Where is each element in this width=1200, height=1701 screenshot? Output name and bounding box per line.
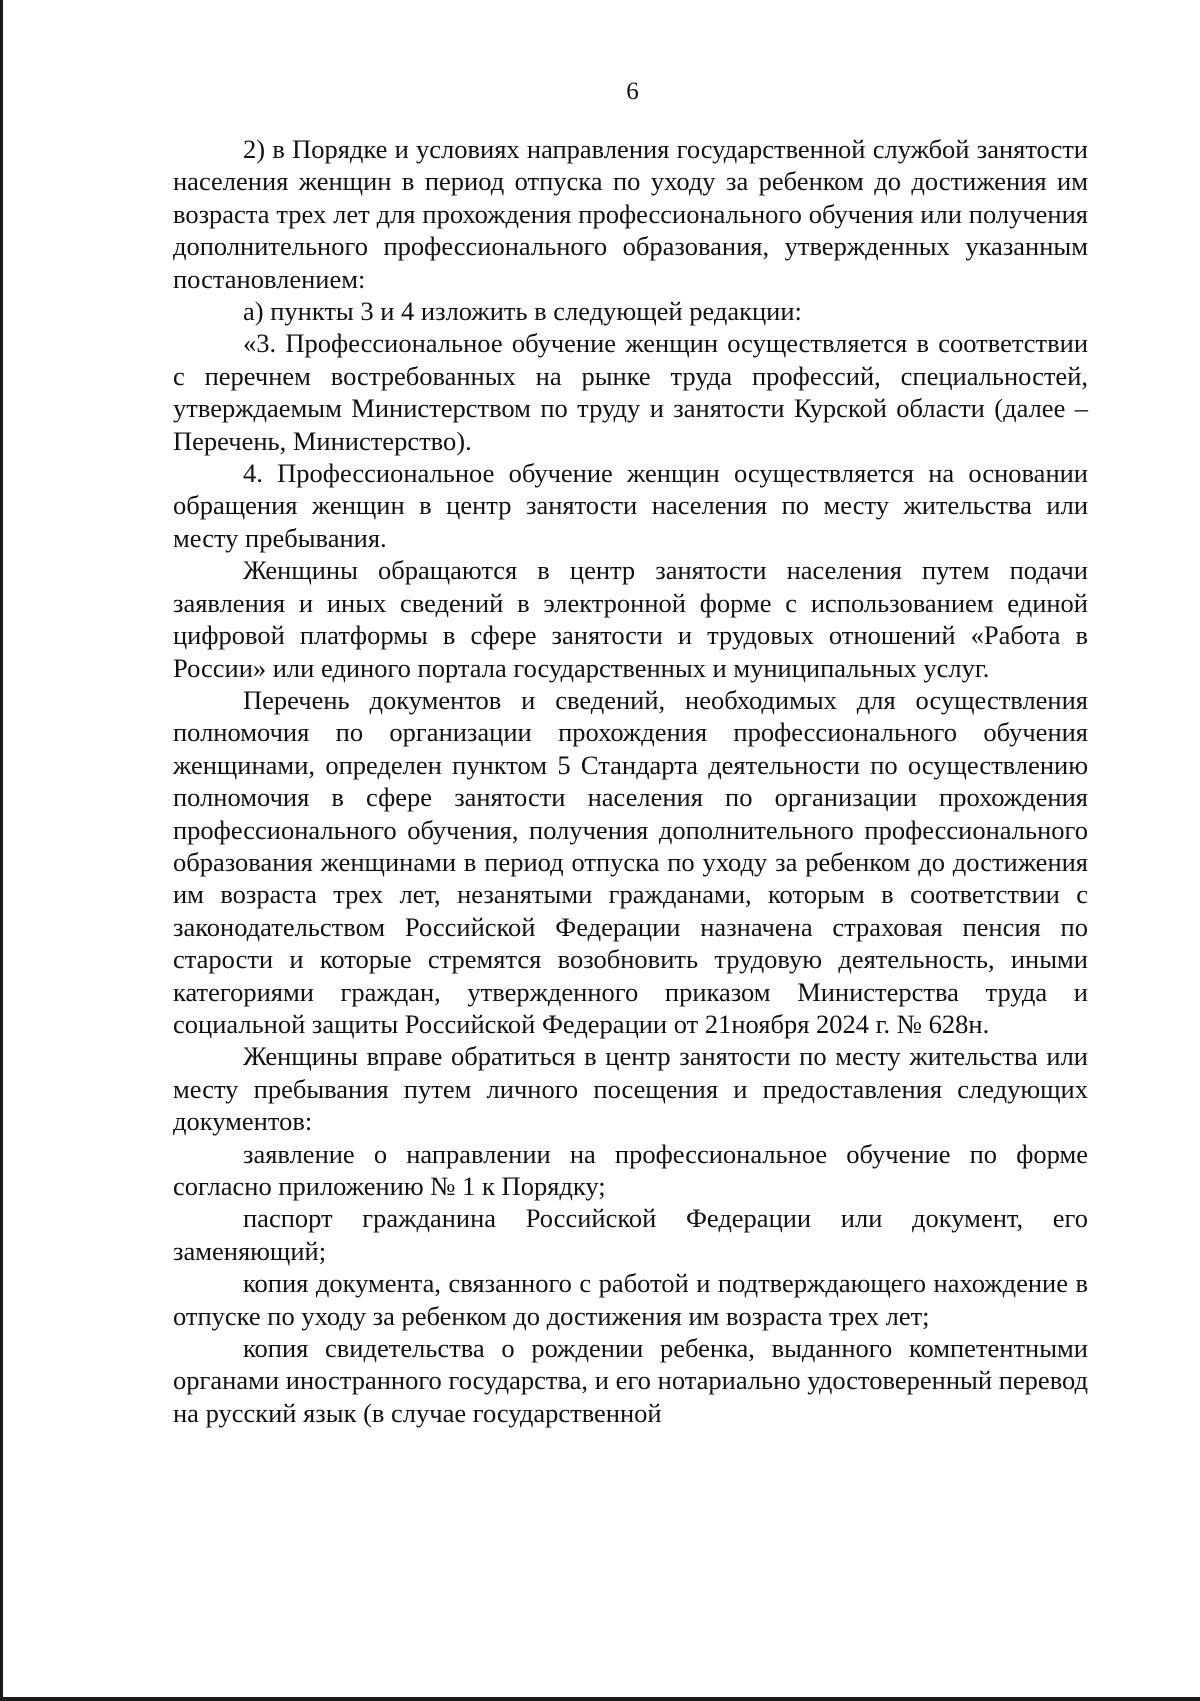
scan-border-bottom bbox=[0, 1697, 1200, 1701]
document-body bbox=[173, 133, 1088, 1429]
paragraph: заявление о направлении на профессиональное обучение по форме согласно приложению № 1 к Порядку; bbox=[173, 1138, 1088, 1201]
paragraph: паспорт гражданина Российской Федерации или документ, его заменяющий; bbox=[173, 1203, 1088, 1266]
paragraph: 2) в Порядке и условиях направления государственной службой занятости населения женщин в период отпуска по уходу за ребенком до достижения им возраста трех лет для прохождения профессионального обучения или получения дополнительного профессионального образования, утвержденных указанным постановлением: bbox=[173, 134, 1088, 294]
paragraph: Перечень документов и сведений, необходимых для осуществления полномочия по организации прохождения профессионального обучения женщинами, определен пунктом 5 Стандарта деятельности по осуществлению полномочия в сфере занятости населения по организации прохождения профессионального обучения, получения дополнительного профессионального образования женщинами в период отпуска по уходу за ребенком до достижения им возраста трех лет, незанятыми гражданами, которым в соответствии с законодательством Российской Федерации назначена страховая пенсия по старости и которые стремятся возобновить трудовую деятельность, иными категориями граждан, утвержденного приказом Министерства труда и социальной защиты Российской Федерации от 21ноября 2024 г. № 628н. bbox=[173, 684, 1088, 1039]
paragraph: Женщины вправе обратиться в центр занятости по месту жительства или месту пребывания путем личного посещения и предоставления следующих документов: bbox=[173, 1041, 1088, 1137]
paragraph: а) пункты 3 и 4 изложить в следующей редакции: bbox=[243, 296, 802, 327]
paragraph: «3. Профессиональное обучение женщин осуществляется в соответствии с перечнем востребованных на рынке труда профессий, специальностей, утверждаемым Министерством по труду и занятости Курской области (далее – Перечень, Министерство). bbox=[173, 328, 1088, 456]
paragraph: Женщины обращаются в центр занятости населения путем подачи заявления и иных сведений в электронной форме с использованием единой цифровой платформы в сфере занятости и трудовых отношений «Работа в России» или единого портала государственных и муниципальных услуг. bbox=[173, 555, 1088, 683]
scan-border-left bbox=[0, 0, 3, 1701]
paragraph: копия документа, связанного с работой и подтверждающего нахождение в отпуске по уходу за ребенком до достижения им возраста трех лет; bbox=[173, 1268, 1088, 1331]
page-number: 6 bbox=[626, 78, 639, 105]
paragraph: 4. Профессиональное обучение женщин осуществляется на основании обращения женщин в центр занятости населения по месту жительства или месту пребывания. bbox=[173, 458, 1088, 553]
paragraph: копия свидетельства о рождении ребенка, выданного компетентными органами иностранного государства, и его нотариально удостоверенный перевод на русский язык (в случае государственной bbox=[173, 1333, 1088, 1428]
